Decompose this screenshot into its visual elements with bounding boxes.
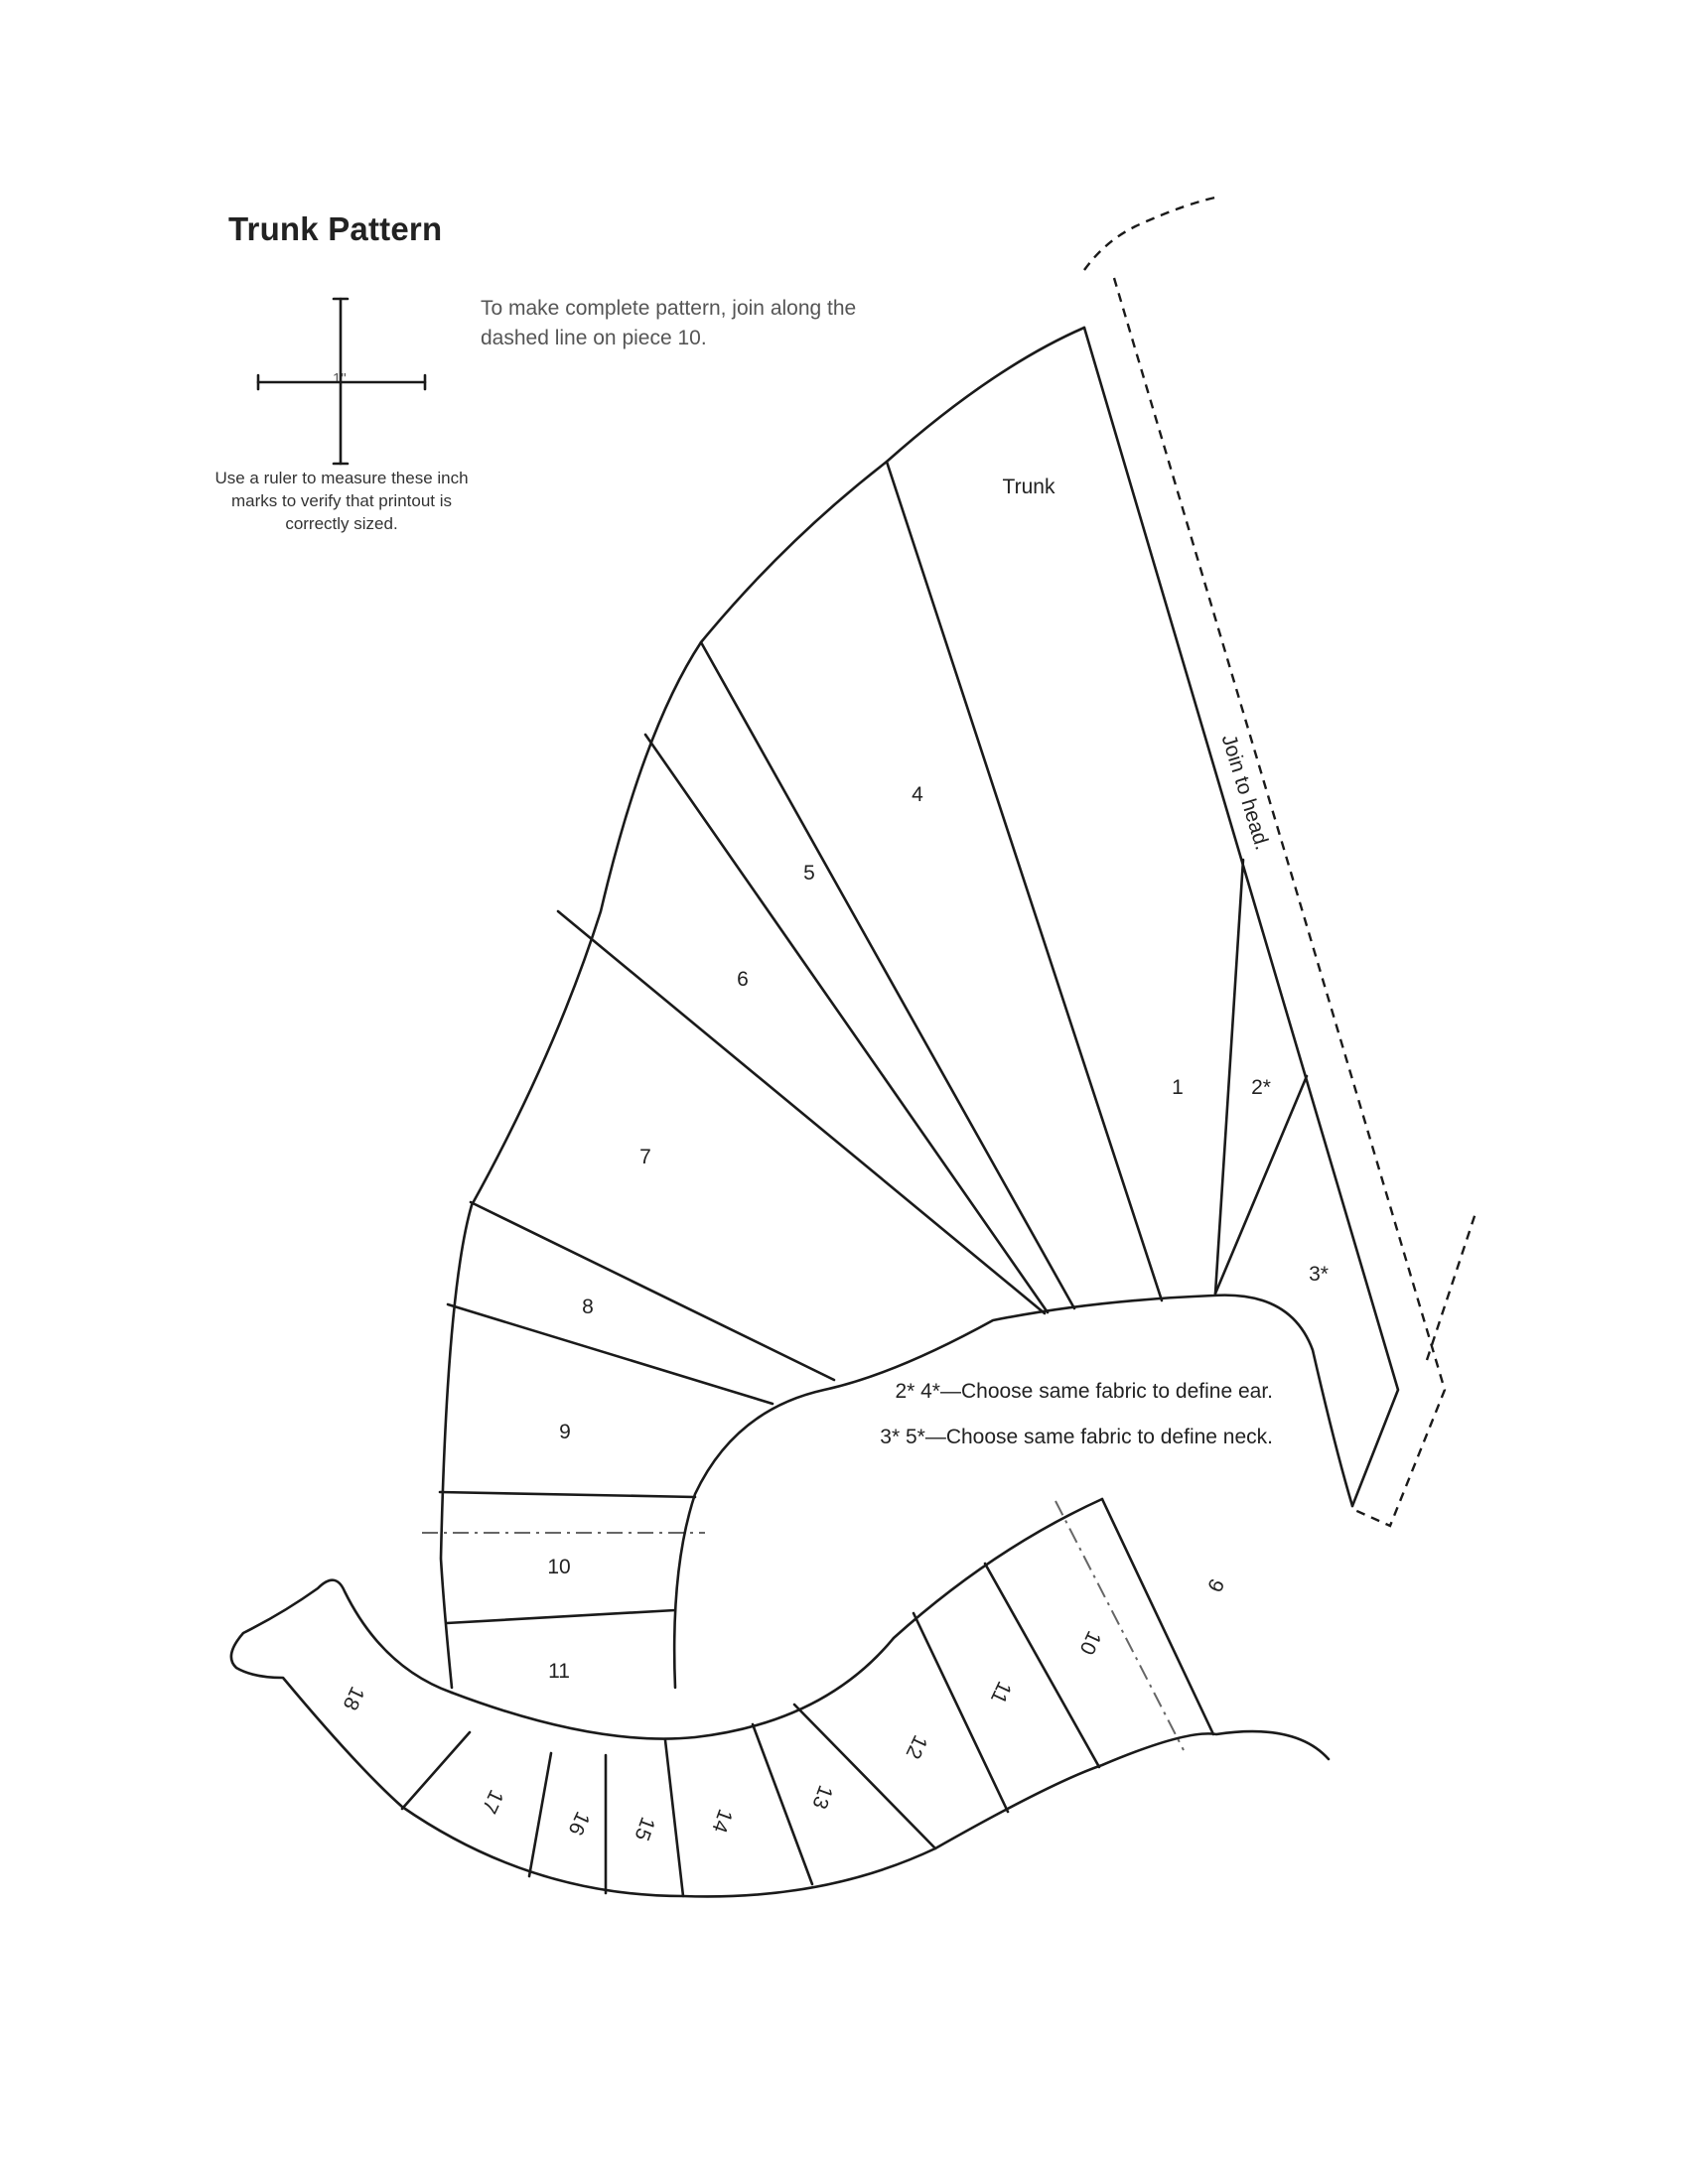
fan-outer-edge [441,328,1084,1688]
ruler-inch-label: 1" [333,370,347,387]
divider-1-2 [1215,860,1243,1294]
label-trunk: Trunk [1002,476,1055,498]
label-piece-1: 1 [1172,1076,1184,1099]
label-piece-10b: 10 [1074,1627,1106,1659]
top-continuation-dashed-line [1084,197,1219,270]
piece-dividers [402,462,1307,1896]
divider-8-7 [471,1202,834,1380]
page-title: Trunk Pattern [228,210,443,247]
label-piece-11b: 11 [985,1678,1016,1707]
divider-12-13 [794,1705,935,1848]
label-piece-2: 2* [1251,1076,1271,1099]
label-piece-11: 11 [548,1660,570,1683]
note-neck-fabric: 3* 5*—Choose same fabric to define neck. [880,1426,1273,1448]
label-piece-17: 17 [477,1786,508,1818]
trunk-right-edge [1084,328,1398,1506]
divider-5-4 [701,642,1074,1308]
divider-11b-12 [914,1613,1008,1812]
note-ear-fabric: 2* 4*—Choose same fabric to define ear. [895,1380,1273,1403]
divider-7-6 [558,911,1045,1313]
divider-6-5 [645,735,1048,1312]
label-piece-9: 9 [559,1421,571,1443]
label-piece-5: 5 [803,862,815,885]
pattern-outline [231,328,1398,1896]
label-piece-15: 15 [630,1814,659,1844]
label-piece-16: 16 [563,1808,595,1840]
right-continuation-dashed-line [1427,1213,1476,1360]
divider-2-3 [1215,1076,1307,1294]
label-piece-3: 3* [1309,1263,1329,1286]
divider-17-18 [402,1732,470,1809]
label-piece-14: 14 [707,1806,737,1837]
label-piece-6: 6 [737,968,749,991]
label-piece-4: 4 [912,783,923,806]
piece-labels [339,476,1329,1843]
divider-10b-11b [985,1564,1099,1767]
divider-16-17 [529,1753,551,1876]
label-piece-7: 7 [639,1146,651,1168]
label-piece-12: 12 [901,1731,932,1763]
join-to-head-dashed-line [1114,278,1445,1526]
divider-14-15 [665,1740,683,1896]
divider-10-9 [440,1492,695,1497]
label-piece-8: 8 [582,1296,594,1318]
label-piece-18: 18 [338,1683,369,1714]
instruction-text: To make complete pattern, join along the dashed line on piece 10. [481,297,857,349]
neck-inner-curve [674,1296,1352,1688]
join-to-head-label: Join to head. [1216,732,1274,853]
label-piece-13: 13 [807,1782,837,1813]
divider-4-trunk [887,462,1162,1300]
label-piece-10: 10 [547,1556,571,1578]
ruler-note: Use a ruler to measure these inch marks to verify that printout is correctly sized. [214,469,469,533]
divider-11-10 [447,1610,675,1623]
divider-9-8 [448,1304,773,1404]
divider-13-14 [753,1724,812,1884]
ruler-crosshair [258,299,425,464]
label-piece-9b: 9 [1201,1574,1228,1595]
